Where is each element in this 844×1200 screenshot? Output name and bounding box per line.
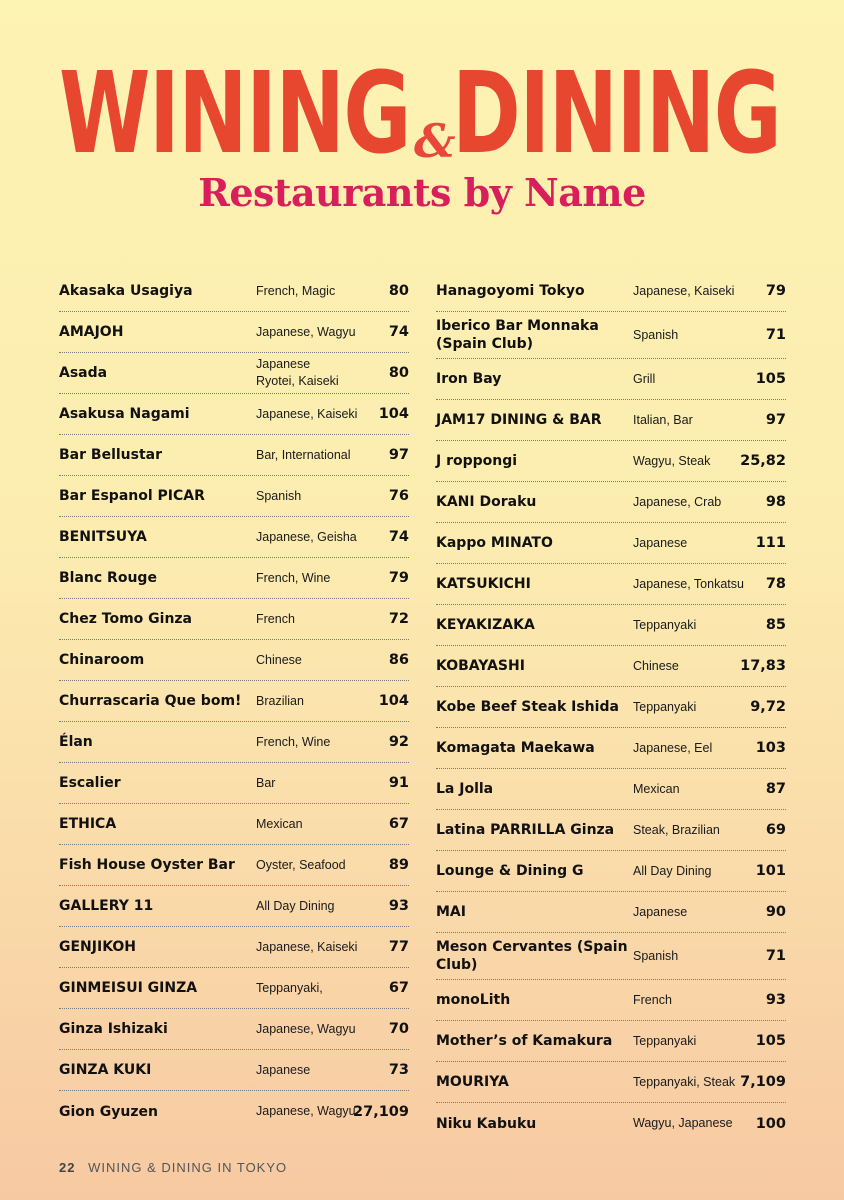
- restaurant-cuisine: Bar: [256, 775, 276, 790]
- restaurant-cuisine: Wagyu, Steak: [633, 453, 711, 468]
- restaurant-list-left: [59, 271, 409, 1132]
- restaurant-row: [59, 271, 409, 312]
- restaurant-page-number: 85: [765, 617, 786, 633]
- restaurant-cuisine: Japanese, Kaiseki: [256, 406, 358, 421]
- restaurant-cuisine: Teppanyaki: [633, 617, 697, 632]
- restaurant-name: Asakusa Nagami: [59, 406, 190, 422]
- restaurant-page-number: 104: [378, 406, 409, 422]
- restaurant-page-number: 92: [388, 734, 409, 750]
- restaurant-name: Gion Gyuzen: [59, 1103, 158, 1120]
- restaurant-page-number: 69: [765, 822, 786, 838]
- restaurant-page-number: 89: [388, 857, 409, 873]
- restaurant-cuisine: Japanese, Wagyu: [256, 324, 356, 339]
- restaurant-cuisine: Italian, Bar: [633, 412, 693, 427]
- restaurant-name: Chez Tomo Ginza: [59, 611, 192, 627]
- restaurant-name: Akasaka Usagiya: [59, 283, 193, 299]
- restaurant-name: Fish House Oyster Bar: [59, 857, 235, 873]
- restaurant-row: [59, 558, 409, 599]
- restaurant-cuisine: Japanese, Tonkatsu: [633, 576, 744, 591]
- restaurant-row: [59, 763, 409, 804]
- restaurant-page-number: 67: [388, 980, 409, 996]
- restaurant-name: Niku Kabuku: [436, 1115, 537, 1132]
- restaurant-name: GINZA KUKI: [59, 1062, 152, 1078]
- restaurant-cuisine: Chinese: [633, 658, 679, 673]
- restaurant-row: [436, 564, 786, 605]
- restaurant-row: [59, 681, 409, 722]
- restaurant-row: [436, 728, 786, 769]
- restaurant-name: J roppongi: [436, 453, 518, 469]
- restaurant-page-number: 80: [388, 283, 409, 299]
- restaurant-name: monoLith: [436, 992, 511, 1008]
- restaurant-page-number: 91: [388, 775, 409, 791]
- restaurant-name: Latina PARRILLA Ginza: [436, 822, 615, 838]
- restaurant-name: Iron Bay: [436, 371, 502, 387]
- restaurant-cuisine: Steak, Brazilian: [633, 822, 720, 837]
- restaurant-row: [59, 804, 409, 845]
- restaurant-page-number: 86: [388, 652, 409, 668]
- restaurant-cuisine: All Day Dining: [256, 898, 335, 913]
- restaurant-page-number: 79: [765, 283, 786, 299]
- restaurant-row: [59, 476, 409, 517]
- restaurant-row: [59, 845, 409, 886]
- restaurant-row: [59, 927, 409, 968]
- restaurant-name: Bar Bellustar: [59, 447, 163, 463]
- restaurant-cuisine: French, Wine: [256, 734, 331, 749]
- restaurant-row: [436, 1062, 786, 1103]
- restaurant-name: Ginza Ishizaki: [59, 1021, 168, 1037]
- restaurant-row: [436, 810, 786, 851]
- restaurant-row: [436, 980, 786, 1021]
- restaurant-row: [436, 646, 786, 687]
- restaurant-row: [436, 933, 786, 980]
- restaurant-cuisine: Spanish: [633, 948, 679, 963]
- restaurant-row: [59, 968, 409, 1009]
- restaurant-page-number: 77: [388, 939, 409, 955]
- restaurant-list-right: [436, 271, 786, 1144]
- restaurant-row: [436, 605, 786, 646]
- restaurant-page-number: 98: [765, 494, 786, 510]
- restaurant-row: [436, 1021, 786, 1062]
- restaurant-page-number: 97: [765, 412, 786, 428]
- title-wining: WINING: [59, 49, 410, 179]
- restaurant-row: [59, 517, 409, 558]
- restaurant-cuisine: Japanese, Kaiseki: [633, 283, 735, 298]
- restaurant-row: [436, 523, 786, 564]
- restaurant-name: Komagata Maekawa: [436, 740, 595, 756]
- restaurant-cuisine: Teppanyaki: [633, 699, 697, 714]
- restaurant-row: [59, 722, 409, 763]
- restaurant-row: [59, 312, 409, 353]
- footer-page-number: 22: [59, 1160, 76, 1175]
- restaurant-row: [436, 400, 786, 441]
- restaurant-row: [59, 1050, 409, 1091]
- restaurant-cuisine: Brazilian: [256, 693, 304, 708]
- restaurant-name: KANI Doraku: [436, 494, 537, 510]
- restaurant-name: MOURIYA: [436, 1074, 509, 1090]
- page-subtitle: Restaurants by Name: [198, 170, 646, 215]
- restaurant-row: [59, 1009, 409, 1050]
- restaurant-name: KEYAKIZAKA: [436, 617, 535, 633]
- restaurant-name: KOBAYASHI: [436, 658, 525, 674]
- restaurant-page-number: 74: [388, 324, 409, 340]
- restaurant-page-number: 90: [765, 904, 786, 920]
- restaurant-cuisine: Japanese, Kaiseki: [256, 939, 358, 954]
- restaurant-cuisine: Japanese: [633, 535, 688, 550]
- restaurant-name: Lounge & Dining G: [436, 863, 584, 879]
- restaurant-row: [59, 886, 409, 927]
- restaurant-page-number: 105: [755, 1033, 786, 1049]
- restaurant-cuisine: Teppanyaki,: [256, 980, 323, 995]
- restaurant-page-number: 7,109: [740, 1074, 786, 1090]
- restaurant-row: [436, 892, 786, 933]
- restaurant-page-number: 76: [388, 488, 409, 504]
- restaurant-cuisine: Teppanyaki: [633, 1033, 697, 1048]
- restaurant-cuisine: French, Magic: [256, 283, 336, 298]
- restaurant-page-number: 93: [765, 992, 786, 1008]
- restaurant-page-number: 27,109: [353, 1103, 409, 1120]
- restaurant-cuisine: Japanese, Wagyu: [256, 1104, 356, 1118]
- restaurant-cuisine: Japanese: [256, 1062, 311, 1077]
- restaurant-row: [59, 394, 409, 435]
- restaurant-cuisine: Japanese: [633, 904, 688, 919]
- restaurant-row: [59, 1091, 409, 1132]
- restaurant-name: Hanagoyomi Tokyo: [436, 283, 585, 299]
- restaurant-page-number: 71: [765, 327, 786, 343]
- restaurant-cuisine: French, Wine: [256, 570, 331, 585]
- restaurant-name: JAM17 DINING & BAR: [436, 412, 602, 428]
- restaurant-name: Churrascaria Que bom!: [59, 693, 242, 709]
- restaurant-cuisine: Japanese, Wagyu: [256, 1021, 356, 1036]
- restaurant-page-number: 25,82: [740, 453, 786, 469]
- restaurant-name: Chinaroom: [59, 652, 145, 668]
- restaurant-name: Iberico Bar Monnaka (Spain Club): [436, 318, 599, 352]
- restaurant-page-number: 72: [388, 611, 409, 627]
- restaurant-name: Asada: [59, 365, 108, 381]
- restaurant-name: AMAJOH: [59, 324, 124, 340]
- restaurant-cuisine: Teppanyaki, Steak: [633, 1074, 736, 1089]
- restaurant-cuisine: Spanish: [633, 327, 679, 342]
- restaurant-row: [59, 599, 409, 640]
- title-dining: DINING: [452, 49, 781, 179]
- header: [0, 0, 844, 240]
- restaurant-page-number: 71: [765, 948, 786, 964]
- restaurant-name: BENITSUYA: [59, 529, 147, 545]
- restaurant-cuisine: All Day Dining: [633, 863, 712, 878]
- restaurant-row: [436, 851, 786, 892]
- restaurant-row: [59, 640, 409, 681]
- restaurant-page-number: 78: [765, 576, 786, 592]
- restaurant-page-number: 97: [388, 447, 409, 463]
- restaurant-page-number: 87: [765, 781, 786, 797]
- restaurant-page-number: 100: [755, 1115, 786, 1132]
- restaurant-page-number: 104: [378, 693, 409, 709]
- restaurant-cuisine: Spanish: [256, 488, 302, 503]
- restaurant-name: Blanc Rouge: [59, 570, 157, 586]
- restaurant-name: Kobe Beef Steak Ishida: [436, 699, 619, 715]
- title-ampersand: &: [414, 114, 456, 168]
- restaurant-page-number: 80: [388, 365, 409, 381]
- restaurant-name: La Jolla: [436, 781, 494, 797]
- restaurant-cuisine: Wagyu, Japanese: [633, 1116, 733, 1130]
- restaurant-cuisine: Japanese, Eel: [633, 740, 713, 755]
- restaurant-page-number: 74: [388, 529, 409, 545]
- restaurant-cuisine: French: [256, 611, 295, 626]
- restaurant-page-number: 103: [755, 740, 786, 756]
- restaurant-page-number: 70: [388, 1021, 409, 1037]
- restaurant-name: GINMEISUI GINZA: [59, 980, 198, 996]
- restaurant-name: GENJIKOH: [59, 939, 137, 955]
- restaurant-row: [436, 359, 786, 400]
- restaurant-name: GALLERY 11: [59, 898, 154, 914]
- restaurant-row: [436, 312, 786, 359]
- page-footer: [59, 1160, 287, 1175]
- restaurant-cuisine: Bar, International: [256, 447, 351, 462]
- restaurant-cuisine: French: [633, 992, 672, 1007]
- restaurant-row: [59, 435, 409, 476]
- restaurant-name: Bar Espanol PICAR: [59, 488, 205, 504]
- restaurant-cuisine: Japanese, Crab: [633, 494, 722, 509]
- restaurant-cuisine: Mexican: [633, 781, 680, 796]
- restaurant-name: Escalier: [59, 775, 121, 791]
- restaurant-row: [436, 687, 786, 728]
- restaurant-cuisine: Chinese: [256, 652, 302, 667]
- restaurant-page-number: 93: [388, 898, 409, 914]
- restaurant-row: [436, 769, 786, 810]
- restaurant-row: [436, 482, 786, 523]
- restaurant-row: [59, 353, 409, 394]
- restaurant-name: ETHICA: [59, 816, 117, 832]
- restaurant-cuisine: Grill: [633, 371, 656, 386]
- restaurant-name: MAI: [436, 904, 466, 920]
- footer-publication-title: WINING & DINING IN TOKYO: [88, 1160, 288, 1175]
- restaurant-row: [436, 441, 786, 482]
- restaurant-page-number: 101: [755, 863, 786, 879]
- restaurant-name: Mother’s of Kamakura: [436, 1033, 613, 1049]
- restaurant-page-number: 17,83: [740, 658, 786, 674]
- restaurant-name: Kappo MINATO: [436, 535, 553, 551]
- restaurant-page-number: 73: [388, 1062, 409, 1078]
- restaurant-row: [436, 271, 786, 312]
- restaurant-page-number: 9,72: [750, 699, 786, 715]
- restaurant-cuisine: Oyster, Seafood: [256, 857, 346, 872]
- restaurant-name: Meson Cervantes (Spain Club): [436, 939, 628, 973]
- restaurant-cuisine: Japanese, Geisha: [256, 529, 357, 544]
- restaurant-page-number: 79: [388, 570, 409, 586]
- restaurant-cuisine: Mexican: [256, 816, 303, 831]
- restaurant-name: Élan: [59, 734, 93, 750]
- restaurant-cuisine: Japanese Ryotei, Kaiseki: [256, 357, 339, 388]
- restaurant-page-number: 105: [755, 371, 786, 387]
- restaurant-row: [436, 1103, 786, 1144]
- restaurant-name: KATSUKICHI: [436, 576, 531, 592]
- restaurant-page-number: 111: [755, 535, 786, 551]
- restaurant-page-number: 67: [388, 816, 409, 832]
